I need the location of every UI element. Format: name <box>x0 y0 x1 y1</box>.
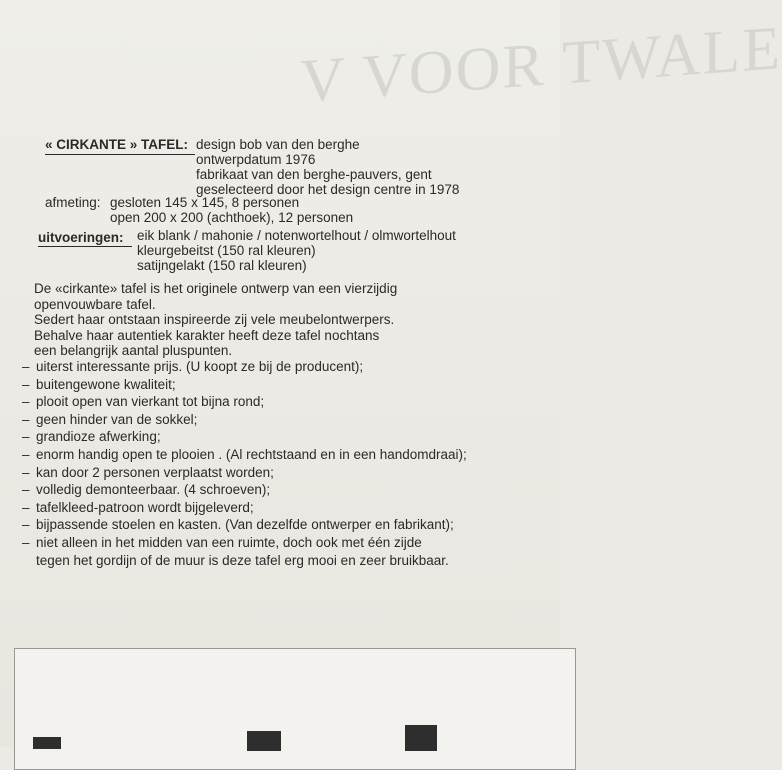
intro-paragraph <box>34 281 397 359</box>
uitvoering-line: kleurgebeitst (150 ral kleuren) <box>137 243 316 258</box>
intro-line: Sedert haar ontstaan inspireerde zij vele meubelontwerpers. <box>34 312 395 327</box>
list-item: – buitengewone kwaliteit; <box>22 376 176 392</box>
advantages-list <box>22 358 467 569</box>
uitvoeringen-label: uitvoeringen: <box>38 230 124 245</box>
list-item: – enorm handig open te plooien . (Al rechtstaand en in een handomdraai); <box>22 446 467 462</box>
list-item: – plooit open van vierkant tot bijna rond; <box>22 394 265 410</box>
afmeting-label: afmeting: <box>45 195 101 210</box>
illustration-shape <box>405 725 437 751</box>
afmeting-details <box>110 195 353 225</box>
uitvoering-line: eik blank / mahonie / notenwortelhout / olmwortelhout <box>137 228 456 243</box>
afmeting-line: open 200 x 200 (achthoek), 12 personen <box>110 210 354 225</box>
spec-line: geselecteerd door het design centre in 1978 <box>196 182 460 197</box>
illustration-shape <box>247 731 281 751</box>
uitvoeringen-underline <box>38 246 132 247</box>
list-item: – volledig demonteerbaar. (4 schroeven); <box>22 482 271 498</box>
spec-line: design bob van den berghe <box>196 137 360 152</box>
list-item: – grandioze afwerking; <box>22 429 161 445</box>
spec-line: fabrikaat van den berghe-pauvers, gent <box>196 167 432 182</box>
title-underline <box>45 154 195 155</box>
spec-line: ontwerpdatum 1976 <box>196 152 316 167</box>
watermark-text: V VOOR TWALE <box>300 14 782 116</box>
intro-line: De «cirkante» tafel is het originele ontwerp van een vierzijdig <box>34 281 398 296</box>
illustration-shape <box>33 737 61 749</box>
list-item: – kan door 2 personen verplaatst worden; <box>22 464 274 480</box>
list-item: – bijpassende stoelen en kasten. (Van dezelfde ontwerper en fabrikant); <box>22 517 454 533</box>
spec-details <box>196 137 459 197</box>
list-item: – tafelkleed-patroon wordt bijgeleverd; <box>22 499 254 515</box>
list-item: – niet alleen in het midden van een ruimte, doch ook met één zijde <box>22 534 422 550</box>
spec-title: « CIRKANTE » TAFEL: <box>45 137 189 152</box>
uitvoering-line: satijngelakt (150 ral kleuren) <box>137 258 307 273</box>
intro-line: Behalve haar autentiek karakter heeft deze tafel nochtans <box>34 327 380 343</box>
intro-line: openvouwbare tafel. <box>34 296 156 312</box>
illustration-frame <box>14 648 576 770</box>
list-item: – uiterst interessante prijs. (U koopt ze bij de producent); <box>22 359 364 374</box>
intro-line: een belangrijk aantal pluspunten. <box>34 343 233 358</box>
uitvoeringen-details <box>137 228 456 273</box>
list-item-continuation: tegen het gordijn of de muur is deze tafel erg mooi en zeer bruikbaar. <box>36 552 449 568</box>
list-item: – geen hinder van de sokkel; <box>22 411 198 427</box>
afmeting-line: gesloten 145 x 145, 8 personen <box>110 195 300 210</box>
